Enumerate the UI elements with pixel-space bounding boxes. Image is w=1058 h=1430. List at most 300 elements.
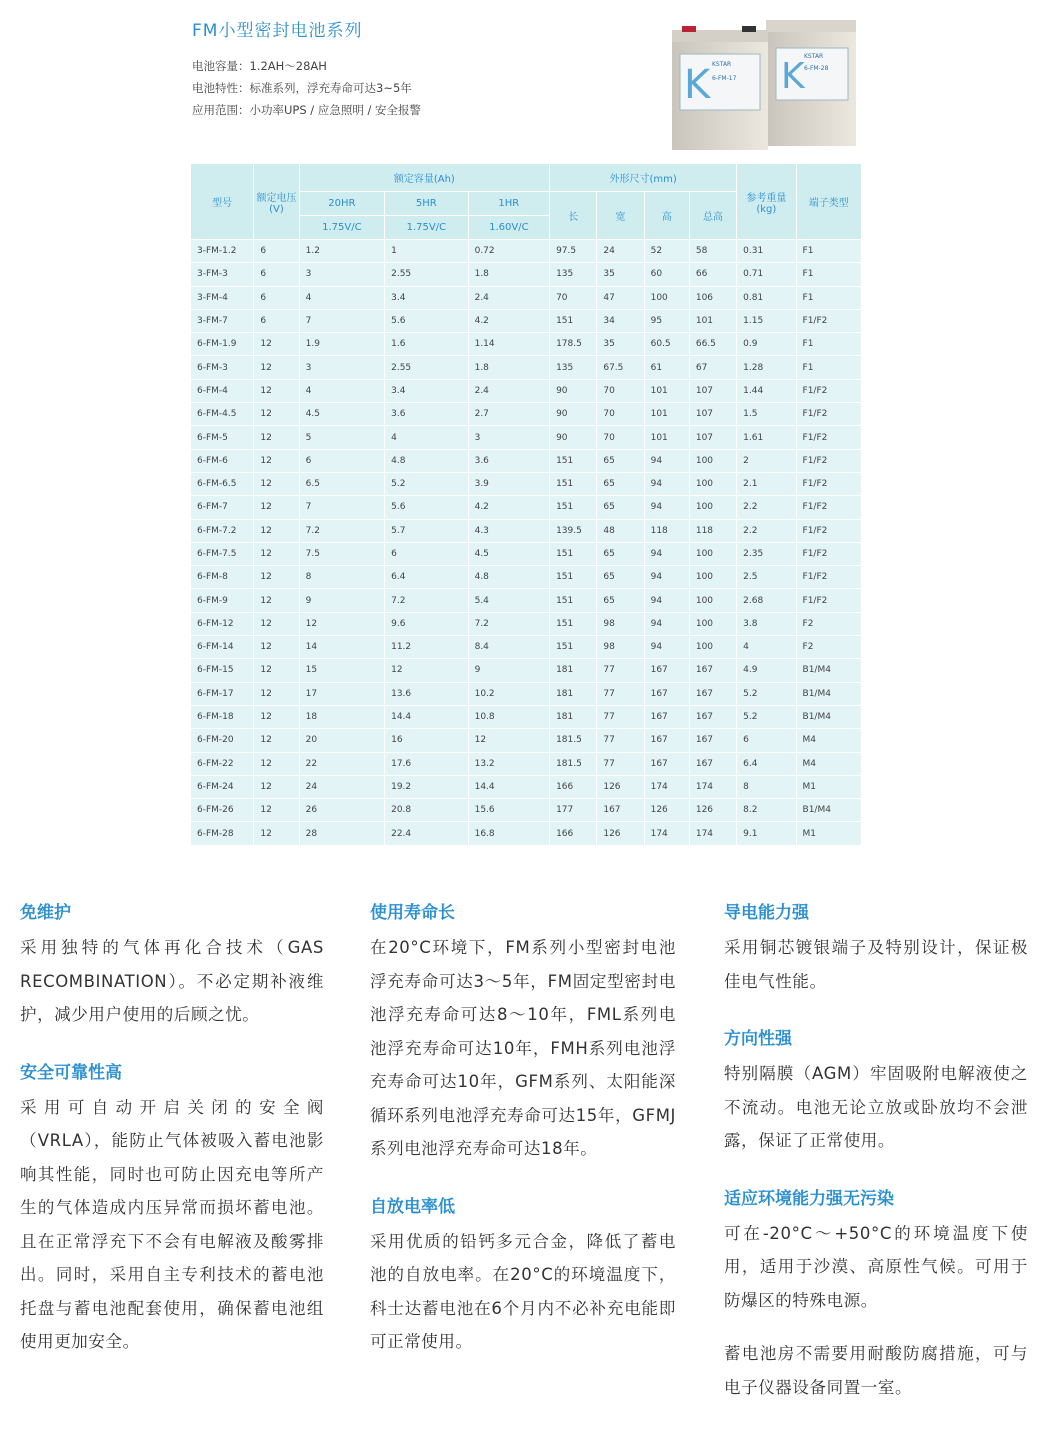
spec-cell: 135 xyxy=(550,356,596,379)
spec-cell: 70 xyxy=(597,403,643,426)
spec-row xyxy=(191,729,861,752)
spec-cell: M1 xyxy=(797,776,861,799)
spec-cell: 65 xyxy=(597,450,643,473)
spec-cell: 174 xyxy=(645,776,689,799)
spec-cell: 61 xyxy=(645,356,689,379)
spec-cell: 3.6 xyxy=(469,450,549,473)
spec-cell: 1.28 xyxy=(737,356,795,379)
spec-cell: 4.3 xyxy=(469,520,549,543)
spec-cell: 0.72 xyxy=(469,240,549,263)
spec-cell: 1.8 xyxy=(469,263,549,286)
spec-row xyxy=(191,287,861,310)
spec-row xyxy=(191,659,861,682)
spec-row xyxy=(191,753,861,776)
spec-cell: 3-FM-3 xyxy=(191,263,253,286)
spec-cell: 1.5 xyxy=(737,403,795,426)
spec-cell: 94 xyxy=(645,566,689,589)
spec-cell: 6.4 xyxy=(385,566,467,589)
feature-conductivity xyxy=(724,898,1028,998)
spec-cell: 3.4 xyxy=(385,380,467,403)
spec-cell: 12 xyxy=(254,589,298,612)
spec-cell: 13.6 xyxy=(385,683,467,706)
spec-cell: 14.4 xyxy=(385,706,467,729)
header-1hr-voltage: 1.60V/C xyxy=(469,216,549,240)
spec-row xyxy=(191,566,861,589)
spec-cell: 6-FM-14 xyxy=(191,636,253,659)
spec-cell: 6-FM-7.5 xyxy=(191,543,253,566)
spec-cell: 181.5 xyxy=(550,729,596,752)
spec-cell: F1/F2 xyxy=(797,520,861,543)
feature-text: 在20°C环境下，FM系列小型密封电池浮充寿命可达3～5年，FM固定型密封电池浮充寿命可达8～10年，FML系列电池浮充寿命可达10年，FMH系列电池浮充寿命可达10年，GFM系列、太阳能深循环系列电池浮充寿命可达15年，GFMJ系列电池浮充寿命可达18年。 xyxy=(370,938,676,1158)
spec-cell: 126 xyxy=(690,799,736,822)
spec-cell: 6-FM-26 xyxy=(191,799,253,822)
spec-cell: 65 xyxy=(597,543,643,566)
spec-cell: 100 xyxy=(690,613,736,636)
spec-cell: 101 xyxy=(645,380,689,403)
spec-cell: 107 xyxy=(690,403,736,426)
spec-cell: 94 xyxy=(645,589,689,612)
spec-cell: 2.35 xyxy=(737,543,795,566)
spec-cell: 94 xyxy=(645,543,689,566)
spec-cell: 34 xyxy=(597,310,643,333)
spec-cell: 6 xyxy=(254,310,298,333)
feature-title: 自放电率低 xyxy=(370,1196,455,1217)
spec-row xyxy=(191,636,861,659)
spec-cell: 135 xyxy=(550,263,596,286)
spec-cell: 3.8 xyxy=(737,613,795,636)
spec-cell: 107 xyxy=(690,380,736,403)
spec-row xyxy=(191,380,861,403)
header-20hr: 20HR xyxy=(300,192,385,216)
spec-cell: F1 xyxy=(797,240,861,263)
battery-front-model: 6-FM-17 xyxy=(712,75,737,82)
spec-cell: 174 xyxy=(690,776,736,799)
spec-cell: F1 xyxy=(797,263,861,286)
battery-back-letter: K xyxy=(781,56,805,97)
spec-cell: 181.5 xyxy=(550,753,596,776)
spec-cell: 6-FM-8 xyxy=(191,566,253,589)
feature-title: 方向性强 xyxy=(724,1029,792,1049)
spec-cell: 12 xyxy=(254,333,298,356)
spec-row xyxy=(191,426,861,449)
spec-row xyxy=(191,310,861,333)
spec-cell: 167 xyxy=(645,729,689,752)
spec-cell: F1/F2 xyxy=(797,403,861,426)
feature-long-life xyxy=(370,898,676,1166)
product-header xyxy=(192,16,652,121)
spec-cell: 7 xyxy=(300,496,385,519)
spec-cell: 151 xyxy=(550,566,596,589)
spec-row xyxy=(191,473,861,496)
spec-cell: 100 xyxy=(690,496,736,519)
spec-cell: 65 xyxy=(597,589,643,612)
spec-cell: 126 xyxy=(597,822,643,845)
feature-column-3 xyxy=(724,898,1028,1430)
header-total-height: 总高 xyxy=(690,192,736,240)
spec-cell: 4 xyxy=(737,636,795,659)
spec-cell: B1/M4 xyxy=(797,706,861,729)
battery-front-lid xyxy=(672,30,768,44)
spec-cell: 8.2 xyxy=(737,799,795,822)
spec-cell: 118 xyxy=(645,520,689,543)
spec-cell: 6.4 xyxy=(737,753,795,776)
spec-cell: 8 xyxy=(737,776,795,799)
spec-cell: 16.8 xyxy=(469,822,549,845)
spec-cell: 22 xyxy=(300,753,385,776)
spec-cell: 12 xyxy=(254,636,298,659)
spec-cell: M1 xyxy=(797,822,861,845)
spec-cell: 151 xyxy=(550,589,596,612)
feature-column-1 xyxy=(20,898,324,1385)
spec-cell: 100 xyxy=(690,636,736,659)
spec-cell: 178.5 xyxy=(550,333,596,356)
spec-cell: 5.4 xyxy=(469,589,549,612)
feature-maintenance-free xyxy=(20,898,324,1032)
spec-cell: 6-FM-28 xyxy=(191,822,253,845)
spec-row xyxy=(191,589,861,612)
spec-cell: 24 xyxy=(300,776,385,799)
spec-cell: F1/F2 xyxy=(797,566,861,589)
spec-cell: 151 xyxy=(550,613,596,636)
spec-cell: 9.6 xyxy=(385,613,467,636)
spec-row xyxy=(191,706,861,729)
spec-cell: 167 xyxy=(597,799,643,822)
spec-cell: 12 xyxy=(469,729,549,752)
feature-low-self-discharge xyxy=(370,1192,676,1359)
spec-cell: 12 xyxy=(254,566,298,589)
spec-cell: 2.4 xyxy=(469,380,549,403)
spec-cell: 6 xyxy=(385,543,467,566)
spec-cell: 151 xyxy=(550,636,596,659)
feature-line: 电池特性：标准系列，浮充寿命可达3~5年 xyxy=(192,81,412,95)
spec-cell: 100 xyxy=(690,589,736,612)
spec-cell: 12 xyxy=(254,753,298,776)
spec-cell: 18 xyxy=(300,706,385,729)
spec-cell: 47 xyxy=(597,287,643,310)
spec-cell: 9 xyxy=(300,589,385,612)
spec-cell: 6-FM-18 xyxy=(191,706,253,729)
spec-cell: 4.5 xyxy=(469,543,549,566)
spec-cell: 48 xyxy=(597,520,643,543)
battery-back-lid xyxy=(766,20,856,34)
spec-cell: 6 xyxy=(254,287,298,310)
spec-cell: 4 xyxy=(300,380,385,403)
spec-cell: 12 xyxy=(254,822,298,845)
spec-cell: 12 xyxy=(254,473,298,496)
spec-cell: 7.2 xyxy=(300,520,385,543)
spec-cell: 77 xyxy=(597,729,643,752)
spec-cell: 94 xyxy=(645,473,689,496)
spec-cell: 1.15 xyxy=(737,310,795,333)
spec-cell: 5.2 xyxy=(737,683,795,706)
spec-cell: 2.55 xyxy=(385,356,467,379)
spec-cell: 100 xyxy=(690,543,736,566)
spec-cell: 5 xyxy=(300,426,385,449)
spec-cell: 7.2 xyxy=(385,589,467,612)
spec-cell: 77 xyxy=(597,683,643,706)
header-voltage: 额定电压(V) xyxy=(254,164,298,240)
spec-cell: 101 xyxy=(645,426,689,449)
spec-cell: 6-FM-20 xyxy=(191,729,253,752)
spec-cell: 8.4 xyxy=(469,636,549,659)
spec-cell: 7.5 xyxy=(300,543,385,566)
spec-cell: 2.4 xyxy=(469,287,549,310)
spec-cell: 181 xyxy=(550,706,596,729)
spec-cell: 3-FM-1.2 xyxy=(191,240,253,263)
spec-cell: 167 xyxy=(645,659,689,682)
spec-cell: 77 xyxy=(597,706,643,729)
spec-cell: 6-FM-4.5 xyxy=(191,403,253,426)
spec-cell: 6-FM-9 xyxy=(191,589,253,612)
spec-cell: 6 xyxy=(737,729,795,752)
battery-product-photo xyxy=(670,18,860,153)
spec-cell: 9.1 xyxy=(737,822,795,845)
spec-cell: 6-FM-3 xyxy=(191,356,253,379)
spec-cell: 22.4 xyxy=(385,822,467,845)
spec-cell: 6-FM-22 xyxy=(191,753,253,776)
spec-row xyxy=(191,496,861,519)
spec-cell: 94 xyxy=(645,496,689,519)
spec-cell: 4 xyxy=(385,426,467,449)
spec-cell: 2 xyxy=(737,450,795,473)
spec-cell: 100 xyxy=(690,473,736,496)
spec-cell: 2.7 xyxy=(469,403,549,426)
spec-cell: 70 xyxy=(597,426,643,449)
spec-cell: 12 xyxy=(254,426,298,449)
spec-cell: F2 xyxy=(797,613,861,636)
spec-cell: 6 xyxy=(254,263,298,286)
spec-row xyxy=(191,799,861,822)
spec-cell: 4 xyxy=(300,287,385,310)
spec-cell: 8 xyxy=(300,566,385,589)
spec-cell: 58 xyxy=(690,240,736,263)
spec-cell: 6-FM-5 xyxy=(191,426,253,449)
spec-row xyxy=(191,356,861,379)
spec-row xyxy=(191,240,861,263)
spec-cell: 101 xyxy=(690,310,736,333)
spec-cell: 12 xyxy=(254,729,298,752)
spec-cell: 1.9 xyxy=(300,333,385,356)
spec-cell: 12 xyxy=(254,380,298,403)
spec-cell: 12 xyxy=(254,543,298,566)
spec-cell: 11.2 xyxy=(385,636,467,659)
spec-cell: 24 xyxy=(597,240,643,263)
spec-cell: B1/M4 xyxy=(797,799,861,822)
spec-cell: 181 xyxy=(550,683,596,706)
spec-cell: 3 xyxy=(300,356,385,379)
spec-cell: 167 xyxy=(690,706,736,729)
spec-cell: 90 xyxy=(550,426,596,449)
spec-cell: 15 xyxy=(300,659,385,682)
spec-cell: 16 xyxy=(385,729,467,752)
header-height: 高 xyxy=(645,192,689,240)
spec-table-body xyxy=(191,240,861,846)
spec-cell: 77 xyxy=(597,659,643,682)
spec-cell: 2.55 xyxy=(385,263,467,286)
feature-text: 采用优质的铅钙多元合金，降低了蓄电池的自放电率。在20°C的环境温度下，科士达蓄电池在6个月内不必补充电能即可正常使用。 xyxy=(370,1231,676,1351)
spec-cell: 94 xyxy=(645,636,689,659)
spec-cell: 6-FM-15 xyxy=(191,659,253,682)
spec-cell: 13.2 xyxy=(469,753,549,776)
spec-cell: 2.1 xyxy=(737,473,795,496)
spec-cell: B1/M4 xyxy=(797,659,861,682)
spec-cell: 174 xyxy=(690,822,736,845)
feature-text: 特别隔膜（AGM）牢固吸附电解液使之不流动。电池无论立放或卧放均不会泄露，保证了正常使用。 xyxy=(724,1064,1028,1150)
feature-orientation xyxy=(724,1024,1028,1158)
application-line: 应用范围：小功率UPS / 应急照明 / 安全报警 xyxy=(192,103,422,117)
header-1hr: 1HR xyxy=(469,192,549,216)
spec-row xyxy=(191,613,861,636)
spec-cell: 12 xyxy=(254,496,298,519)
spec-cell: 5.2 xyxy=(385,473,467,496)
spec-cell: 1.6 xyxy=(385,333,467,356)
spec-cell: F1 xyxy=(797,356,861,379)
spec-row xyxy=(191,822,861,845)
capacity-line: 电池容量：1.2AH～28AH xyxy=(192,59,327,73)
product-title: FM小型密封电池系列 xyxy=(192,21,363,41)
spec-cell: 95 xyxy=(645,310,689,333)
spec-cell: 12 xyxy=(254,520,298,543)
spec-cell: 10.2 xyxy=(469,683,549,706)
spec-cell: 5.6 xyxy=(385,496,467,519)
spec-cell: F2 xyxy=(797,636,861,659)
spec-cell: F1/F2 xyxy=(797,589,861,612)
spec-cell: 3-FM-7 xyxy=(191,310,253,333)
spec-cell: 107 xyxy=(690,426,736,449)
feature-text: 采用铜芯镀银端子及特别设计，保证极佳电气性能。 xyxy=(724,938,1028,991)
spec-cell: 3-FM-4 xyxy=(191,287,253,310)
spec-cell: 12 xyxy=(254,403,298,426)
spec-cell: 1.8 xyxy=(469,356,549,379)
spec-cell: 101 xyxy=(645,403,689,426)
spec-cell: 26 xyxy=(300,799,385,822)
spec-cell: 60 xyxy=(645,263,689,286)
feature-title: 免维护 xyxy=(20,903,71,923)
spec-cell: 0.71 xyxy=(737,263,795,286)
spec-cell: 6-FM-24 xyxy=(191,776,253,799)
feature-column-2 xyxy=(370,898,676,1385)
header-capacity: 额定容量(Ah) xyxy=(300,164,549,192)
spec-cell: 2.2 xyxy=(737,520,795,543)
spec-cell: 65 xyxy=(597,566,643,589)
spec-cell: 3 xyxy=(469,426,549,449)
feature-title: 适应环境能力强无污染 xyxy=(724,1188,894,1209)
spec-cell: 52 xyxy=(645,240,689,263)
spec-cell: 1.2 xyxy=(300,240,385,263)
spec-cell: 177 xyxy=(550,799,596,822)
spec-cell: 1.61 xyxy=(737,426,795,449)
spec-row xyxy=(191,683,861,706)
spec-cell: 70 xyxy=(550,287,596,310)
spec-cell: 12 xyxy=(254,450,298,473)
spec-cell: 65 xyxy=(597,496,643,519)
spec-cell: F1/F2 xyxy=(797,426,861,449)
feature-title: 安全可靠性高 xyxy=(20,1062,122,1083)
spec-cell: 35 xyxy=(597,263,643,286)
spec-cell: 151 xyxy=(550,310,596,333)
spec-cell: 4.2 xyxy=(469,496,549,519)
spec-cell: 181 xyxy=(550,659,596,682)
spec-cell: 100 xyxy=(690,450,736,473)
spec-cell: 1.44 xyxy=(737,380,795,403)
header-5hr-voltage: 1.75V/C xyxy=(385,216,467,240)
spec-cell: 4.5 xyxy=(300,403,385,426)
spec-cell: 66.5 xyxy=(690,333,736,356)
spec-cell: F1/F2 xyxy=(797,380,861,403)
spec-cell: 70 xyxy=(597,380,643,403)
spec-cell: 6-FM-7.2 xyxy=(191,520,253,543)
spec-cell: F1/F2 xyxy=(797,473,861,496)
spec-cell: 98 xyxy=(597,613,643,636)
spec-cell: 14 xyxy=(300,636,385,659)
spec-cell: 19.2 xyxy=(385,776,467,799)
spec-cell: 118 xyxy=(690,520,736,543)
spec-cell: 15.6 xyxy=(469,799,549,822)
spec-cell: 167 xyxy=(645,683,689,706)
spec-row xyxy=(191,776,861,799)
spec-cell: F1/F2 xyxy=(797,496,861,519)
battery-front-letter: K xyxy=(684,62,711,108)
spec-cell: F1/F2 xyxy=(797,543,861,566)
spec-cell: 4.8 xyxy=(385,450,467,473)
terminal-right xyxy=(742,26,756,32)
spec-cell: 1 xyxy=(385,240,467,263)
feature-safety xyxy=(20,1058,324,1359)
spec-cell: 6-FM-4 xyxy=(191,380,253,403)
spec-cell: 2.68 xyxy=(737,589,795,612)
spec-cell: 3.9 xyxy=(469,473,549,496)
spec-row xyxy=(191,333,861,356)
spec-cell: 6.5 xyxy=(300,473,385,496)
spec-cell: 9 xyxy=(469,659,549,682)
spec-cell: 4.9 xyxy=(737,659,795,682)
spec-row xyxy=(191,543,861,566)
spec-cell: 12 xyxy=(254,776,298,799)
spec-cell: 12 xyxy=(254,799,298,822)
feature-text-extra: 蓄电池房不需要用耐酸防腐措施，可与电子仪器设备同置一室。 xyxy=(724,1344,1028,1397)
spec-cell: 4.2 xyxy=(469,310,549,333)
header-width: 宽 xyxy=(597,192,643,240)
header-5hr: 5HR xyxy=(385,192,467,216)
spec-cell: 106 xyxy=(690,287,736,310)
spec-cell: 17 xyxy=(300,683,385,706)
spec-cell: 126 xyxy=(645,799,689,822)
spec-cell: 66 xyxy=(690,263,736,286)
spec-cell: 6-FM-12 xyxy=(191,613,253,636)
spec-cell: 28 xyxy=(300,822,385,845)
spec-cell: M4 xyxy=(797,753,861,776)
spec-cell: 167 xyxy=(690,753,736,776)
spec-cell: 67.5 xyxy=(597,356,643,379)
spec-cell: 3 xyxy=(300,263,385,286)
header-model: 型号 xyxy=(191,164,253,240)
terminal-left xyxy=(682,26,696,32)
header-length: 长 xyxy=(550,192,596,240)
spec-cell: 2.2 xyxy=(737,496,795,519)
header-weight: 参考重量(kg) xyxy=(737,164,795,240)
spec-cell: 166 xyxy=(550,776,596,799)
spec-cell: 167 xyxy=(645,706,689,729)
spec-cell: 10.8 xyxy=(469,706,549,729)
spec-cell: 167 xyxy=(645,753,689,776)
spec-cell: 12 xyxy=(254,659,298,682)
spec-cell: 98 xyxy=(597,636,643,659)
feature-title: 导电能力强 xyxy=(724,903,809,923)
spec-cell: 151 xyxy=(550,450,596,473)
spec-cell: F1/F2 xyxy=(797,450,861,473)
spec-cell: 90 xyxy=(550,403,596,426)
spec-cell: 65 xyxy=(597,473,643,496)
